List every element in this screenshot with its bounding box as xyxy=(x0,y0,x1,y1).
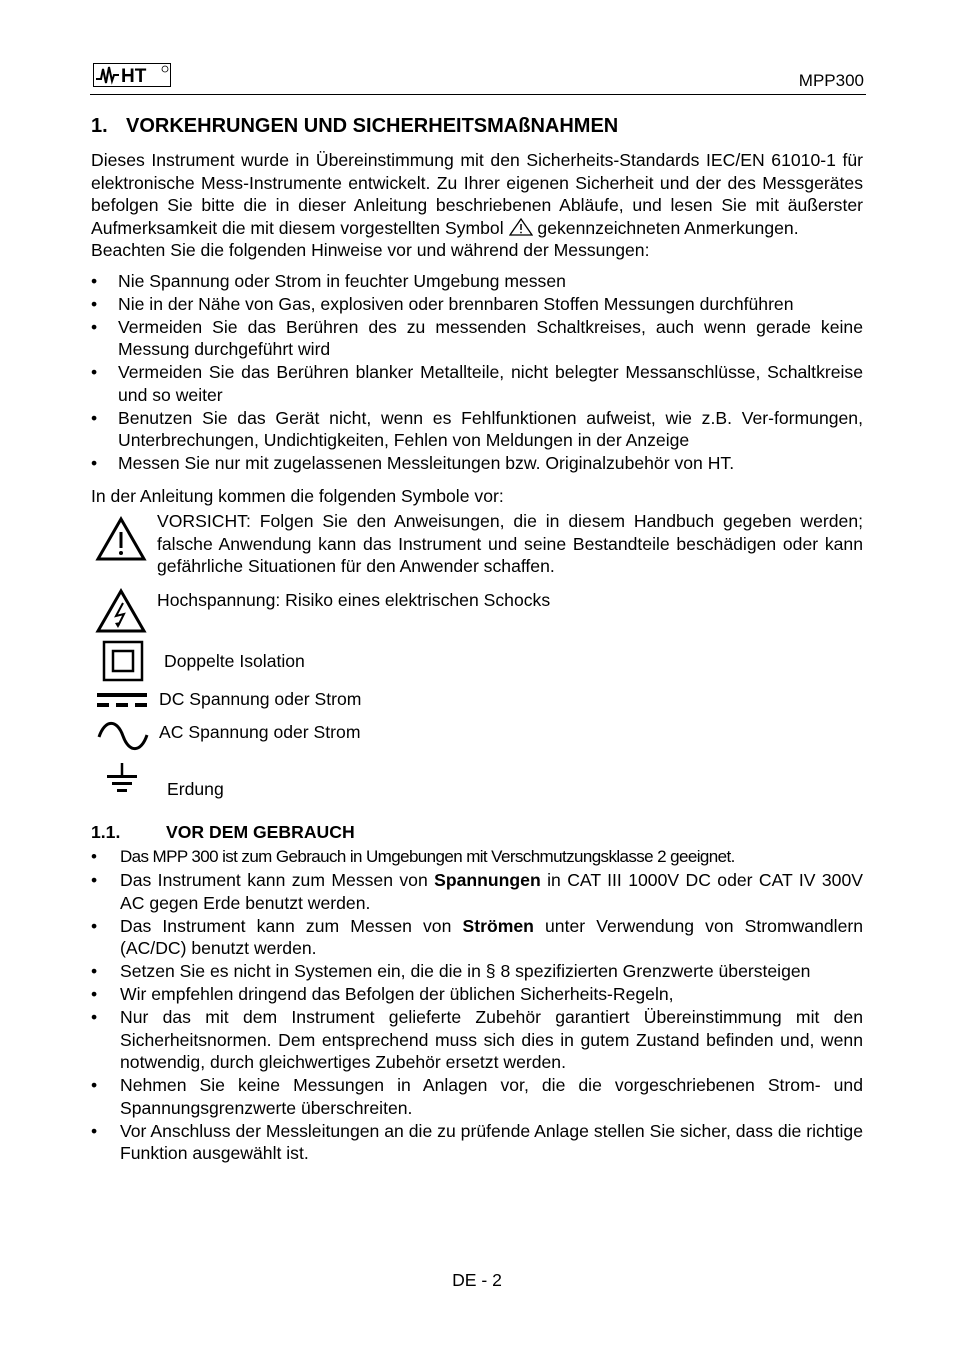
ground-icon xyxy=(105,763,139,797)
list-item: • Messen Sie nur mit zugelassenen Messleitungen bzw. Originalzubehör von HT. xyxy=(91,452,863,475)
symbol-row-ground xyxy=(91,763,863,801)
list-item: • Vermeiden Sie das Berühren blanker Metallteile, nicht belegter Messanschlüsse, Schaltkreise und so weiter xyxy=(91,361,863,406)
list-item: • Nie Spannung oder Strom in feuchter Umgebung messen xyxy=(91,270,863,293)
usage-list xyxy=(91,846,863,1165)
svg-text:HT: HT xyxy=(121,66,147,87)
double-insulation-icon xyxy=(102,640,144,682)
subsection-heading: 1.1. VOR DEM GEBRAUCH xyxy=(91,822,355,842)
intro-paragraph: Dieses Instrument wurde in Übereinstimmung mit den Sicherheits-Standards IEC/EN 61010-1 für elektronische Mess-Instrumente entwickelt. Zu Ihrer eigenen Sicherheit und der des Messgerätes befolgen Sie bitte die in dieser Anleitung beschriebenen Abläufe, und lesen Sie mit äußerster Aufmerksamkeit die mit diesem vorgestellten Symbol gekennzeichneten Anmerkungen. xyxy=(91,150,863,238)
symbol-text: Doppelte Isolation xyxy=(164,650,305,671)
main-content xyxy=(91,113,863,1165)
precaution-list xyxy=(91,270,863,475)
symbol-row-caution xyxy=(91,510,863,578)
symbol-text: VORSICHT: Folgen Sie den Anweisungen, die in diesem Handbuch gegeben werden; falsche Anwendung kann das Instrument und seine Bestandteile beschädigen oder kann gefährliche Situationen für den Anwender schaffen. xyxy=(157,511,863,576)
list-item: • Nur das mit dem Instrument gelieferte Zubehör garantiert Übereinstimmung mit den Sicherheitsnormen. Dem entsprechend muss sich dies in gutem Zustand befinden und, wenn notwendig, durch gleichwertiges Zubehör ersetzt werden. xyxy=(91,1006,863,1074)
header-rule xyxy=(90,94,866,95)
list-item: • Nehmen Sie keine Messungen in Anlagen vor, die die vorgeschriebenen Strom- und Spannungsgrenzwerte überschreiten. xyxy=(91,1074,863,1119)
list-item: • Vermeiden Sie das Berühren des zu messenden Schaltkreises, auch wenn gerade keine Messung durchgeführt wird xyxy=(91,316,863,361)
symbol-text: AC Spannung oder Strom xyxy=(159,721,361,742)
ht-logo xyxy=(93,63,171,87)
symbol-row-dc xyxy=(91,688,863,712)
warning-triangle-icon xyxy=(509,218,533,236)
symbol-text: Erdung xyxy=(167,778,224,799)
symbol-row-double-insulation xyxy=(91,640,863,682)
list-item: • Nie in der Nähe von Gas, explosiven oder brennbaren Stoffen Messungen durchführen xyxy=(91,293,863,316)
list-item: • Das Instrument kann zum Messen von Strömen unter Verwendung von Stromwandlern (AC/DC) benutzt werden. xyxy=(91,915,863,960)
page-number: DE - 2 xyxy=(452,1270,502,1290)
caution-triangle-icon xyxy=(95,516,147,562)
list-item: • Das MPP 300 ist zum Gebrauch in Umgebungen mit Verschmutzungsklasse 2 geeignet. xyxy=(91,846,863,869)
list-item: • Vor Anschluss der Messleitungen an die zu prüfende Anlage stellen Sie sicher, dass die richtige Funktion ausgewählt ist. xyxy=(91,1120,863,1165)
symbols-lead: In der Anleitung kommen die folgenden Symbole vor: xyxy=(91,485,504,506)
list-item: • Setzen Sie es nicht in Systemen ein, die die in § 8 spezifizierten Grenzwerte übersteigen xyxy=(91,960,863,983)
model-name: MPP300 xyxy=(798,71,864,90)
section-heading: 1. VORKEHRUNGEN UND SICHERHEITSMAßNAHMEN xyxy=(91,115,619,137)
list-item: • Benutzen Sie das Gerät nicht, wenn es Fehlfunktionen aufweist, wie z.B. Ver-formungen, Unterbrechungen, Undichtigkeiten, Fehlen von Meldungen in der Anzeige xyxy=(91,407,863,452)
symbol-text: DC Spannung oder Strom xyxy=(159,688,362,709)
lead-text: Beachten Sie die folgenden Hinweise vor und während der Messungen: xyxy=(91,240,650,260)
symbol-text: Hochspannung: Risiko eines elektrischen Schocks xyxy=(157,589,551,610)
list-item: • Wir empfehlen dringend das Befolgen der üblichen Sicherheits-Regeln, xyxy=(91,983,863,1006)
list-item: • Das Instrument kann zum Messen von Spannungen in CAT III 1000V DC oder CAT IV 300V AC gegen Erde benutzt werden. xyxy=(91,869,863,914)
ac-icon xyxy=(97,721,149,751)
symbol-row-ac xyxy=(91,721,863,751)
high-voltage-icon xyxy=(95,588,147,634)
symbol-row-high-voltage xyxy=(91,588,863,634)
dc-icon xyxy=(97,688,149,712)
